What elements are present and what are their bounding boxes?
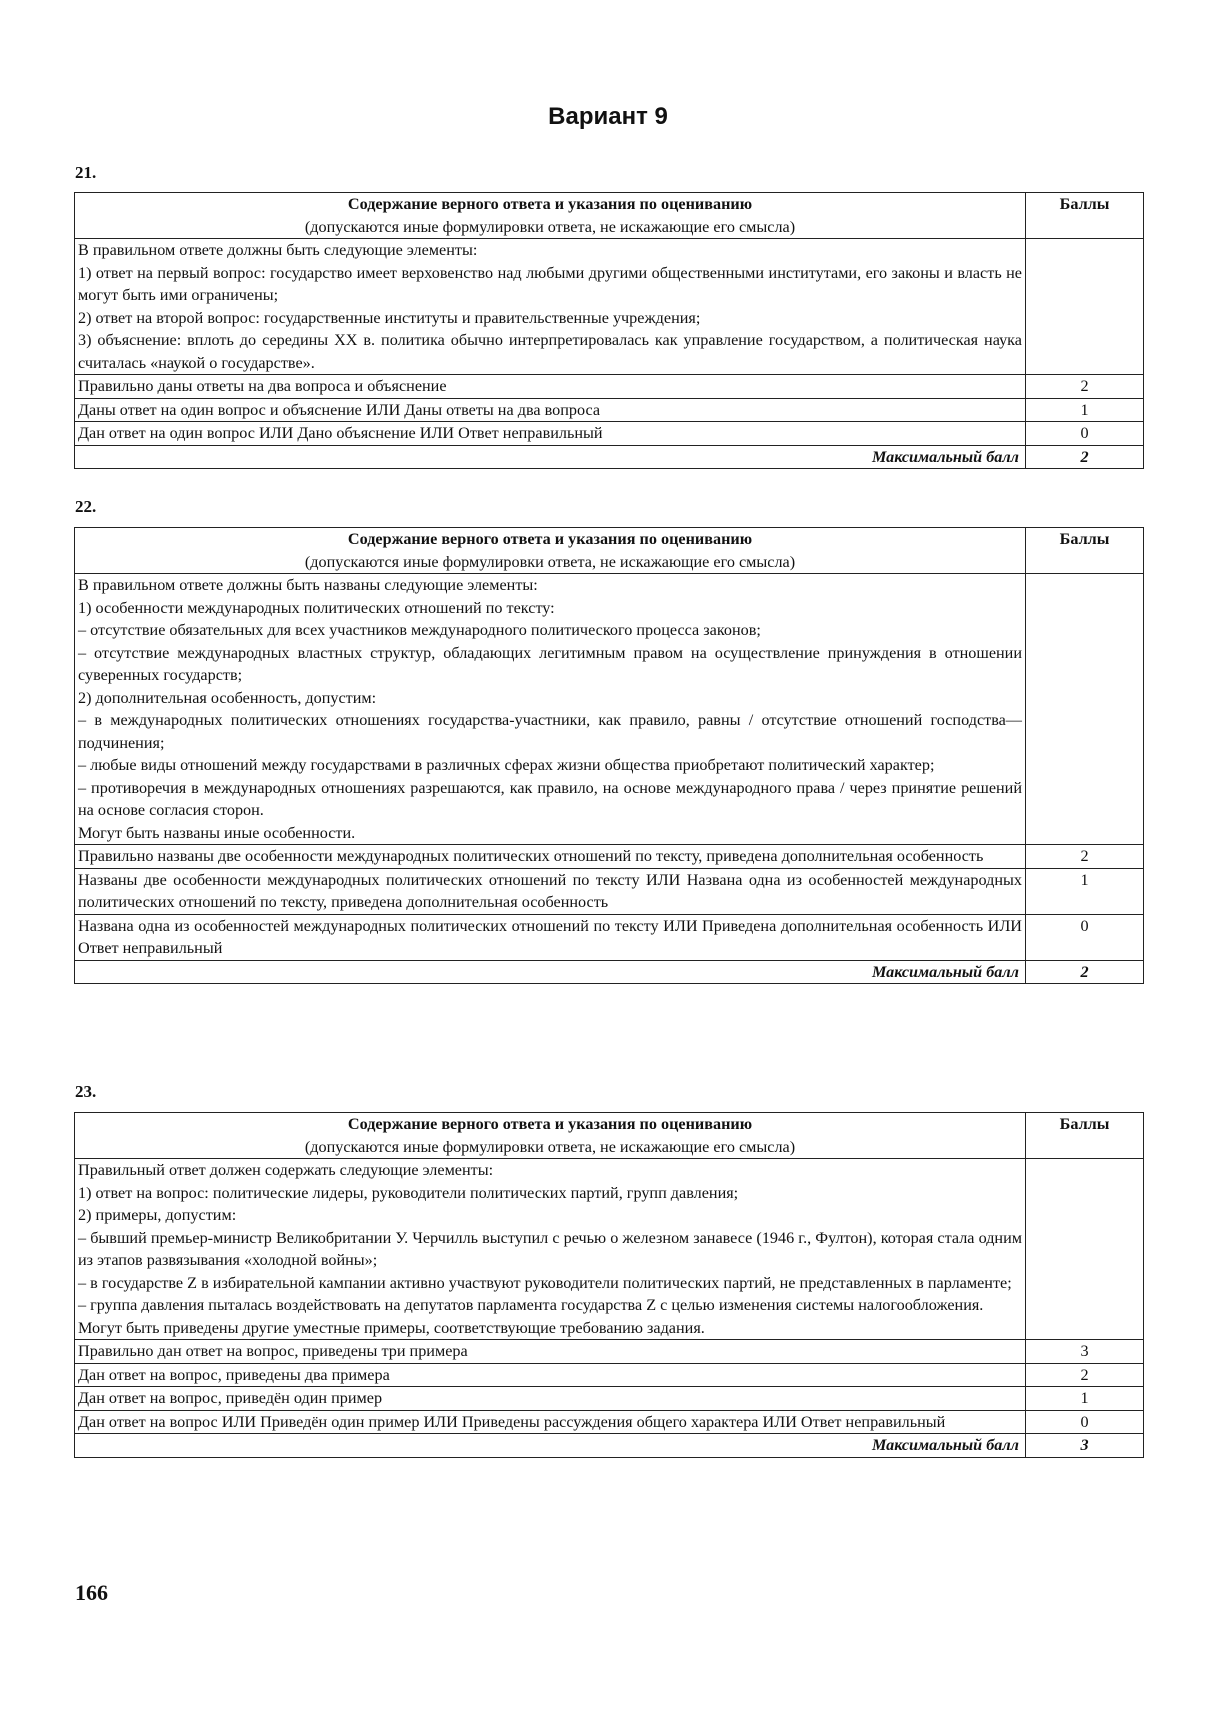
criterion-text: Правильно дан ответ на вопрос, приведены три примера <box>75 1340 1026 1364</box>
criterion-points: 0 <box>1026 1410 1144 1434</box>
content-line: 1) особенности международных политических отношений по тексту: <box>78 598 555 617</box>
criterion-points: 0 <box>1026 914 1144 960</box>
criterion-row <box>75 1340 1144 1364</box>
criterion-row <box>75 845 1144 869</box>
content-header <box>75 1113 1026 1159</box>
max-score-row <box>75 445 1144 469</box>
answer-content-row <box>75 239 1144 375</box>
page-title: Вариант 9 <box>548 103 668 130</box>
answer-content <box>75 1159 1026 1340</box>
table-header-row <box>75 1113 1144 1159</box>
criterion-points: 2 <box>1026 375 1144 399</box>
criterion-row <box>75 914 1144 960</box>
max-score-label: Максимальный балл <box>75 445 1026 469</box>
header-title: Содержание верного ответа и указания по оцениванию <box>347 530 753 548</box>
max-score-row <box>75 1434 1144 1458</box>
content-line: Могут быть приведены другие уместные примеры, соответствующие требованию задания. <box>78 1318 705 1337</box>
empty-points-cell <box>1026 239 1144 375</box>
max-score-label: Максимальный балл <box>75 1434 1026 1458</box>
criterion-row <box>75 422 1144 446</box>
points-header: Баллы <box>1026 528 1144 574</box>
content-line: – группа давления пыталась воздействовать на депутатов парламента государства Z с целью изменения системы налогообложения. <box>78 1296 984 1314</box>
answer-content <box>75 574 1026 845</box>
criterion-text: Названы две особенности международных политических отношений по тексту ИЛИ Названа одна из особенностей международных политических отношений по тексту, приведена дополнительная особенность <box>75 868 1026 914</box>
max-score-value: 2 <box>1026 445 1144 469</box>
content-line: 1) ответ на первый вопрос: государство имеет верховенство над любыми другими общественными институтами, его законы и власть не могут быть ими ограничены; <box>78 263 1022 304</box>
header-subtitle: (допускаются иные формулировки ответа, не искажающие его смысла) <box>304 217 796 236</box>
answer-content-row <box>75 574 1144 845</box>
page-number: 166 <box>75 1580 108 1605</box>
content-line: 2) дополнительная особенность, допустим: <box>78 688 377 707</box>
content-header <box>75 528 1026 574</box>
content-line: 2) примеры, допустим: <box>78 1206 237 1224</box>
criterion-points: 0 <box>1026 422 1144 446</box>
header-title: Содержание верного ответа и указания по оцениванию <box>347 1115 753 1133</box>
empty-points-cell <box>1026 574 1144 845</box>
criterion-row <box>75 1363 1144 1387</box>
criterion-row <box>75 375 1144 399</box>
table-header-row <box>75 528 1144 574</box>
content-line: – в международных политических отношениях государства-участники, как правило, равны / отсутствие отношений господства—подчинения; <box>78 711 1022 752</box>
task-22-table <box>74 527 1144 984</box>
points-header: Баллы <box>1026 193 1144 239</box>
max-score-row <box>75 960 1144 984</box>
content-line: 3) объяснение: вплоть до середины XX в. политика обычно интерпретировалась как управление государством, а политическая наука считалась «наукой о государстве». <box>78 331 1022 372</box>
content-line: – отсутствие международных властных структур, обладающих легитимным правом на осуществление принуждения в отношении суверенных государств; <box>78 643 1022 684</box>
content-line: 1) ответ на вопрос: политические лидеры, руководители политических партий, групп давления; <box>78 1183 739 1202</box>
empty-points-cell <box>1026 1159 1144 1340</box>
criterion-points: 1 <box>1026 868 1144 914</box>
criterion-points: 1 <box>1026 398 1144 422</box>
criterion-text: Правильно даны ответы на два вопроса и объяснение <box>75 375 1026 399</box>
criterion-row <box>75 398 1144 422</box>
table-header-row <box>75 193 1144 239</box>
header-subtitle: (допускаются иные формулировки ответа, не искажающие его смысла) <box>304 1137 796 1156</box>
points-header: Баллы <box>1026 1113 1144 1159</box>
answer-content <box>75 239 1026 375</box>
content-line: Правильный ответ должен содержать следующие элементы: <box>78 1161 494 1179</box>
criterion-points: 2 <box>1026 845 1144 869</box>
content-line: 2) ответ на второй вопрос: государственные институты и правительственные учреждения; <box>78 308 701 327</box>
content-line: – любые виды отношений между государствами в различных сферах жизни общества приобретают политический характер; <box>78 756 935 774</box>
content-line: В правильном ответе должны быть названы следующие элементы: <box>78 576 538 594</box>
criterion-points: 1 <box>1026 1387 1144 1411</box>
criterion-text: Названа одна из особенностей международных политических отношений по тексту ИЛИ Приведена дополнительная особенность ИЛИ Ответ неправильный <box>75 914 1026 960</box>
criterion-row <box>75 868 1144 914</box>
criterion-text: Дан ответ на вопрос, приведены два примера <box>75 1363 1026 1387</box>
task-23-table <box>74 1112 1144 1458</box>
answer-content-row <box>75 1159 1144 1340</box>
content-line: – в государстве Z в избирательной кампании активно участвуют руководители политических партий, не представленных в парламенте; <box>78 1273 1012 1292</box>
content-header <box>75 193 1026 239</box>
max-score-value: 3 <box>1026 1434 1144 1458</box>
criterion-text: Дан ответ на вопрос, приведён один пример <box>75 1387 1026 1411</box>
criterion-text: Правильно названы две особенности международных политических отношений по тексту, приведена дополнительная особенность <box>75 845 1026 869</box>
task-22-number: 22. <box>75 497 97 516</box>
max-score-label: Максимальный балл <box>75 960 1026 984</box>
max-score-value: 2 <box>1026 960 1144 984</box>
criterion-points: 2 <box>1026 1363 1144 1387</box>
content-line: Могут быть названы иные особенности. <box>78 823 356 842</box>
task-21-table <box>74 192 1144 469</box>
criterion-text: Дан ответ на один вопрос ИЛИ Дано объяснение ИЛИ Ответ неправильный <box>75 422 1026 446</box>
content-line: – бывший премьер-министр Великобритании У. Черчилль выступил с речью о железном занавесе (1946 г., Фултон), которая стала одним из этапов развязывания «холодной войны»; <box>78 1228 1022 1269</box>
task-21-number: 21. <box>75 163 97 182</box>
criterion-text: Даны ответ на один вопрос и объяснение ИЛИ Даны ответы на два вопроса <box>75 398 1026 422</box>
criterion-text: Дан ответ на вопрос ИЛИ Приведён один пример ИЛИ Приведены рассуждения общего характера ИЛИ Ответ неправильный <box>75 1410 1026 1434</box>
task-23-number: 23. <box>75 1082 97 1101</box>
content-line: – противоречия в международных отношениях разрешаются, как правило, на основе международного права / через принятие решений на основе согласия сторон. <box>78 778 1022 819</box>
content-line: В правильном ответе должны быть следующие элементы: <box>78 241 478 259</box>
header-title: Содержание верного ответа и указания по оцениванию <box>347 195 753 213</box>
criterion-row <box>75 1410 1144 1434</box>
content-line: – отсутствие обязательных для всех участников международного политического процесса законов; <box>78 621 761 639</box>
criterion-points: 3 <box>1026 1340 1144 1364</box>
header-subtitle: (допускаются иные формулировки ответа, не искажающие его смысла) <box>304 552 796 571</box>
criterion-row <box>75 1387 1144 1411</box>
